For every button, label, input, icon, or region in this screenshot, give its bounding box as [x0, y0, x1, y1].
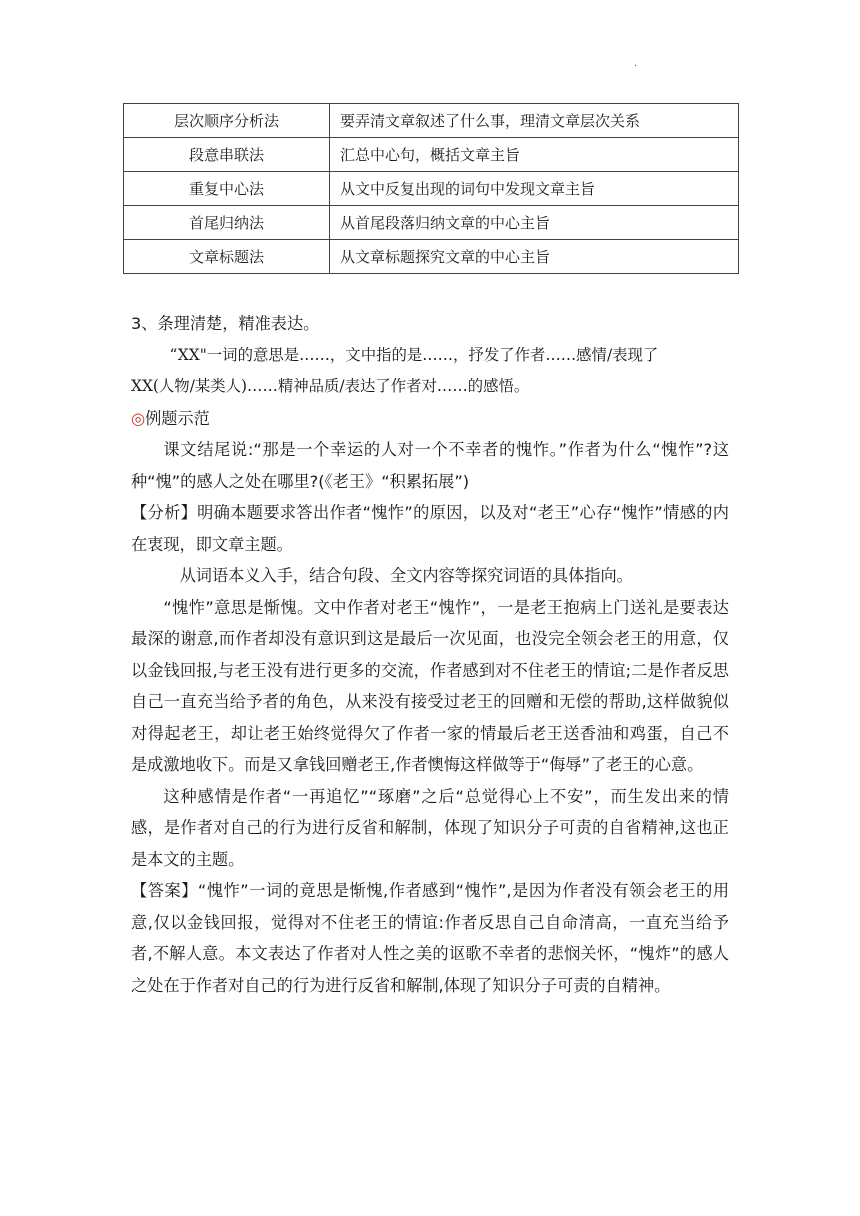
example-heading: [131, 403, 729, 435]
section-heading: 3、条理清楚，精准表达。: [131, 314, 320, 333]
methods-table: [123, 103, 739, 274]
page-dot: .: [634, 58, 638, 69]
question-paragraph: 课文结尾说:“那是一个幸运的人对一个不幸者的愧怍。”作者为什么“愧怍”?这种“愧”的感人之处在哪里?(《老王》“积累拓展”): [131, 440, 729, 491]
explanation-paragraph: “愧怍”意思是惭愧。文中作者对老王“愧怍”，一是老王抱病上门送礼是要表达最深的谢意,而作者却没有意识到这是最后一次见面，也没完全领会老王的用意，仅以金钱回报,与老王没有进行更多的交流，作者感到对不住老王的情谊;二是作者反思自己一直充当给予者的角色，从来没有接受过老王的回赠和无偿的帮助,这样做貌似对得起老王，却让老王始终觉得欠了作者一家的情最后老王送香油和鸡蛋，自己不是成激地收下。而是又拿钱回赠老王,作者懊悔这样做等于“侮辱”了老王的心意。: [131, 597, 729, 774]
method-name: 文章标题法: [124, 240, 330, 274]
method-desc: 从文章标题探究文章的中心主旨: [330, 240, 739, 274]
table-row: [124, 138, 739, 172]
method-name: 首尾归纳法: [124, 206, 330, 240]
table-row: [124, 240, 739, 274]
example-label: 例题示范: [145, 408, 210, 428]
analysis-label: 【分析】: [131, 503, 198, 522]
method-name: 层次顺序分析法: [124, 104, 330, 138]
analysis-text: 明确本题要求答出作者“愧怍”的原因，以及对“老王”心存“愧怍”情感的内在衷现，即文章主题。: [131, 503, 729, 554]
answer-label: 【答案】: [131, 881, 198, 900]
formula-line: “XX"一词的意思是……，文中指的是……，抒发了作者……感情/表现了: [169, 345, 659, 364]
answer-text: “愧怍”一词的竟思是惭愧,作者感到“愧怍”,是因为作者没有领会老王的用意,仅以金钱回报，觉得对不住老王的情谊:作者反思自己自命清高，一直充当给予者,不解人意。本文表达了作者对人性之美的讴歌不幸者的悲悯关怀，“愧炸”的感人之处在于作者对自己的行为进行反省和解制,体现了知识分子可责的自精神。: [131, 881, 730, 995]
circle-marker-icon: ◎: [131, 408, 146, 428]
method-name: 段意串联法: [124, 138, 330, 172]
analysis-paragraph: [131, 497, 729, 560]
answer-paragraph: [131, 875, 729, 1001]
method-desc: 汇总中心句，概括文章主旨: [330, 138, 739, 172]
method-line: 从词语本义入手，结合句段、全文内容等探究词语的具体指向。: [179, 566, 633, 585]
method-desc: 从首尾段落归纳文章的中心主旨: [330, 206, 739, 240]
table-row: [124, 104, 739, 138]
table-row: [124, 172, 739, 206]
method-desc: 要弄清文章叙述了什么事，理清文章层次关系: [330, 104, 739, 138]
method-desc: 从文中反复出现的词句中发现文章主旨: [330, 172, 739, 206]
table-row: [124, 206, 739, 240]
explanation-paragraph: 这种感情是作者“一再追忆”“琢磨”之后“总觉得心上不安”，而生发出来的情感，是作者对自己的行为进行反省和解制，体现了知识分子可责的自省精神,这也正是本文的主题。: [131, 786, 729, 869]
method-name: 重复中心法: [124, 172, 330, 206]
formula-line: XX(人物/某类人)……精神品质/表达了作者对……的感悟。: [131, 377, 530, 395]
document-body: [131, 308, 729, 1001]
